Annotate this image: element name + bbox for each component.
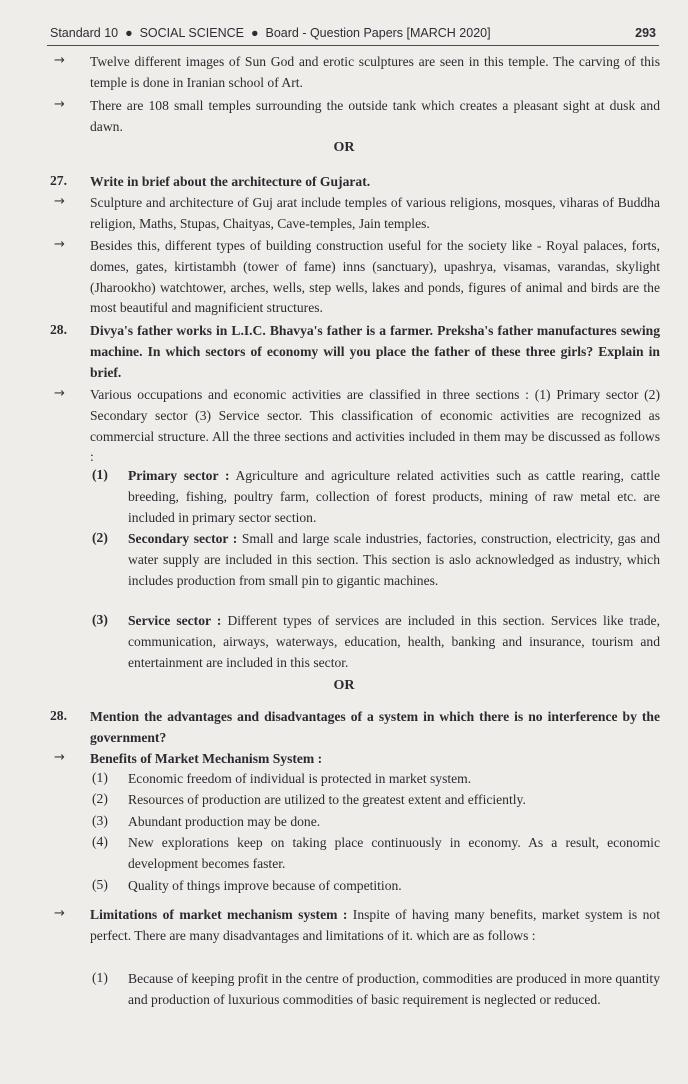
answer-paragraph: Sculpture and architecture of Guj arat include temples of various religions, mosques, viharas of Buddha religion, Maths, Stupas, Chaityas, Cave-temples, Jain temples. <box>90 195 660 231</box>
question-number: 28. <box>50 708 67 723</box>
answer-paragraph <box>90 905 660 947</box>
arrow-icon: → <box>54 194 65 209</box>
section-text: Inspite of having many benefits, market system is not perfect. There are many disadvantages and limitations of it. which are as follows : <box>90 907 660 943</box>
item-number: (1) <box>92 467 108 482</box>
section-heading: Limitations of market mechanism system : <box>90 907 348 922</box>
list-item: Because of keeping profit in the centre of production, commodities are produced in more quantity and production of luxurious commodities of basic requirement is neglected or reduced. <box>128 971 660 1007</box>
item-text: Different types of services are included in this section. Services like trade, communication, airways, waterways, education, health, banking and insurance, tourism and entertainment are included in this sector. <box>128 613 660 670</box>
header-rule <box>47 45 659 46</box>
arrow-icon: → <box>54 97 65 112</box>
answer-paragraph: Twelve different images of Sun God and erotic sculptures are seen in this temple. The carving of this temple is done in Iranian school of Art. <box>90 54 660 90</box>
item-number: (2) <box>92 791 108 806</box>
header-subject: SOCIAL SCIENCE <box>139 26 245 40</box>
arrow-icon: → <box>54 906 65 921</box>
item-number: (3) <box>92 612 108 627</box>
question-text: Divya's father works in L.I.C. Bhavya's father is a farmer. Preksha's father manufactures sewing machine. In which sectors of economy will you place the father of these three girls? Explain in brief. <box>90 323 660 380</box>
answer-paragraph: There are 108 small temples surrounding the outside tank which creates a pleasant sight at dusk and dawn. <box>90 98 660 134</box>
item-number: (5) <box>92 877 108 892</box>
question-text: Mention the advantages and disadvantages of a system in which there is no interference by the government? <box>90 709 660 745</box>
arrow-icon: → <box>54 53 65 68</box>
list-item <box>128 466 660 528</box>
item-number: (3) <box>92 813 108 828</box>
arrow-icon: → <box>54 386 65 401</box>
question-text: Write in brief about the architecture of Gujarat. <box>90 174 371 189</box>
item-number: (1) <box>92 970 108 985</box>
list-item: Quality of things improve because of competition. <box>128 878 402 893</box>
question-number: 28. <box>50 322 67 337</box>
list-item: Resources of production are utilized to the greatest extent and efficiently. <box>128 792 526 807</box>
section-heading: Benefits of Market Mechanism System : <box>90 751 323 766</box>
or-divider: OR <box>333 140 355 155</box>
answer-paragraph: Besides this, different types of building construction useful for the society like - Royal palaces, forts, domes, gates, kirtistambh (tower of fame) inns (sanctuary), upashrya, visamas, varandas, skylight (Jharookho) watchtower, arches, wells, step wells, lakes and ponds, figures of animal and birds are the most beautiful and magnificient structures. <box>90 238 660 316</box>
item-heading: Service sector : <box>128 613 222 628</box>
answer-paragraph: Various occupations and economic activities are classified in three sections : (1) Primary sector (2) Secondary sector (3) Service sector. This classification of economic activities are recognized as commercial structure. All the three sections and activities included in them may be discussed as follows : <box>90 387 660 465</box>
list-item: New explorations keep on taking place continuously in economy. As a result, economic development becomes faster. <box>128 835 660 871</box>
item-number: (2) <box>92 530 108 545</box>
arrow-icon: → <box>54 750 65 765</box>
header-title: Standard 10 ● SOCIAL SCIENCE ● Board - Question Papers [MARCH 2020] <box>50 26 491 40</box>
list-item: Abundant production may be done. <box>128 814 321 829</box>
item-heading: Primary sector : <box>128 468 230 483</box>
header-standard: Standard 10 <box>50 26 119 40</box>
item-number: (4) <box>92 834 108 849</box>
list-item: Economic freedom of individual is protected in market system. <box>128 771 472 786</box>
list-item <box>128 529 660 591</box>
header-paper: Board - Question Papers [MARCH 2020] <box>265 26 491 40</box>
or-divider: OR <box>333 678 355 693</box>
page-number: 293 <box>635 26 656 40</box>
item-heading: Secondary sector : <box>128 531 238 546</box>
item-text: Small and large scale industries, factories, construction, electricity, gas and water supply are included in this section. This section is aslo acknowledged as industry, which includes production from small pin to gigantic machines. <box>128 531 660 588</box>
item-text: Agriculture and agriculture related activities such as cattle rearing, cattle breeding, fishing, poultry farm, collection of forest products, mining of raw metal etc. are included in primary sector section. <box>128 468 661 525</box>
list-item <box>128 611 660 673</box>
question-number: 27. <box>50 173 67 188</box>
item-number: (1) <box>92 770 108 785</box>
arrow-icon: → <box>54 237 65 252</box>
